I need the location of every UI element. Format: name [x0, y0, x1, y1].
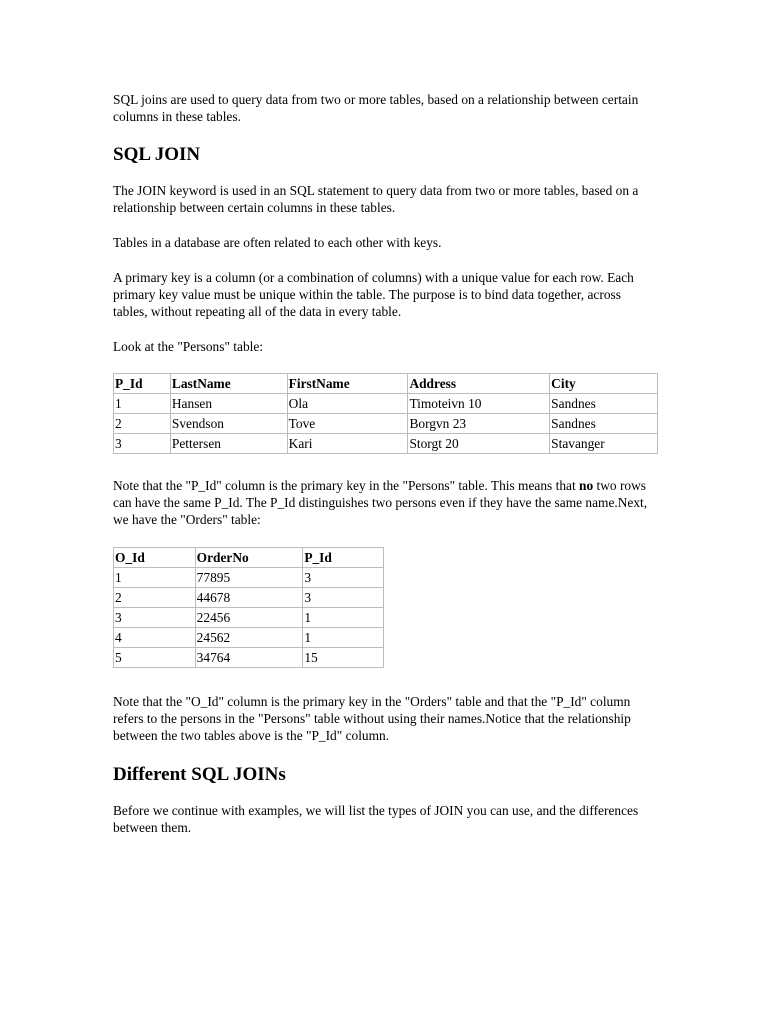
table-row — [114, 568, 384, 588]
table-cell: Svendson — [170, 414, 287, 434]
persons-header-cell: City — [550, 374, 658, 394]
table-row — [114, 414, 658, 434]
table-row — [114, 434, 658, 454]
table-cell: 44678 — [195, 588, 303, 608]
table-cell: 4 — [114, 628, 196, 648]
table-cell: 34764 — [195, 648, 303, 668]
persons-header-cell: LastName — [170, 374, 287, 394]
oid-note-paragraph: Note that the "O_Id" column is the primary key in the "Orders" table and that the "P_Id" column refers to the persons in the "Persons" table without using their names.Notice that the relationship between the two tables above is the "P_Id" column. — [113, 694, 631, 743]
table-cell: Timoteivn 10 — [408, 394, 550, 414]
table-cell: 22456 — [195, 608, 303, 628]
table-cell: Kari — [287, 434, 408, 454]
table-cell: 3 — [303, 588, 384, 608]
intro-paragraph: SQL joins are used to query data from two or more tables, based on a relationship between certain columns in these tables. — [113, 92, 639, 124]
table-cell: 24562 — [195, 628, 303, 648]
table-cell: 1 — [303, 608, 384, 628]
persons-header-cell: Address — [408, 374, 550, 394]
table-cell: 2 — [114, 414, 171, 434]
table-cell: 2 — [114, 588, 196, 608]
table-cell: 1 — [114, 394, 171, 414]
pid-note-text: Note that the "P_Id" column is the primary key in the "Persons" table. This means that — [113, 478, 580, 493]
orders-table — [113, 547, 384, 668]
table-row — [114, 628, 384, 648]
table-cell: 5 — [114, 648, 196, 668]
orders-header-cell: OrderNo — [195, 548, 303, 568]
orders-header-cell: O_Id — [114, 548, 196, 568]
table-row — [114, 648, 384, 668]
table-cell: 3 — [114, 434, 171, 454]
persons-header-row — [114, 374, 658, 394]
table-cell: Stavanger — [550, 434, 658, 454]
table-row — [114, 394, 658, 414]
table-cell: 1 — [303, 628, 384, 648]
join-keyword-paragraph: The JOIN keyword is used in an SQL statement to query data from two or more tables, based on a relationship between certain columns in these tables. — [113, 183, 639, 215]
table-cell: 77895 — [195, 568, 303, 588]
join-types-paragraph: Before we continue with examples, we will list the types of JOIN you can use, and the differences between them. — [113, 803, 639, 835]
table-cell: Borgvn 23 — [408, 414, 550, 434]
table-cell: Sandnes — [550, 394, 658, 414]
pid-note-emphasis: no — [579, 478, 594, 493]
table-cell: Tove — [287, 414, 408, 434]
table-cell: 3 — [114, 608, 196, 628]
table-cell: Storgt 20 — [408, 434, 550, 454]
pid-note-paragraph — [113, 477, 658, 528]
table-cell: Pettersen — [170, 434, 287, 454]
table-row — [114, 588, 384, 608]
table-cell: Hansen — [170, 394, 287, 414]
heading-sql-join: SQL JOIN — [113, 144, 201, 165]
table-row — [114, 608, 384, 628]
primary-key-paragraph: A primary key is a column (or a combination of columns) with a unique value for each row. Each primary key value must be unique within the table. The purpose is to bind data together, across tables, without repeating all of the data in every table. — [113, 270, 634, 319]
table-cell: 1 — [114, 568, 196, 588]
orders-header-row — [114, 548, 384, 568]
look-persons-paragraph: Look at the "Persons" table: — [113, 339, 264, 354]
heading-different-joins: Different SQL JOINs — [113, 764, 286, 785]
keys-paragraph: Tables in a database are often related to each other with keys. — [113, 235, 442, 250]
persons-header-cell: FirstName — [287, 374, 408, 394]
table-cell: 15 — [303, 648, 384, 668]
table-cell: 3 — [303, 568, 384, 588]
orders-header-cell: P_Id — [303, 548, 384, 568]
table-cell: Ola — [287, 394, 408, 414]
pid-note-text: two rows can have the same P_Id. The P_Id distinguishes two persons even if they have the same name.Next, we have the "Orders" table: — [113, 478, 648, 527]
persons-table — [113, 373, 658, 454]
persons-header-cell: P_Id — [114, 374, 171, 394]
table-cell: Sandnes — [550, 414, 658, 434]
